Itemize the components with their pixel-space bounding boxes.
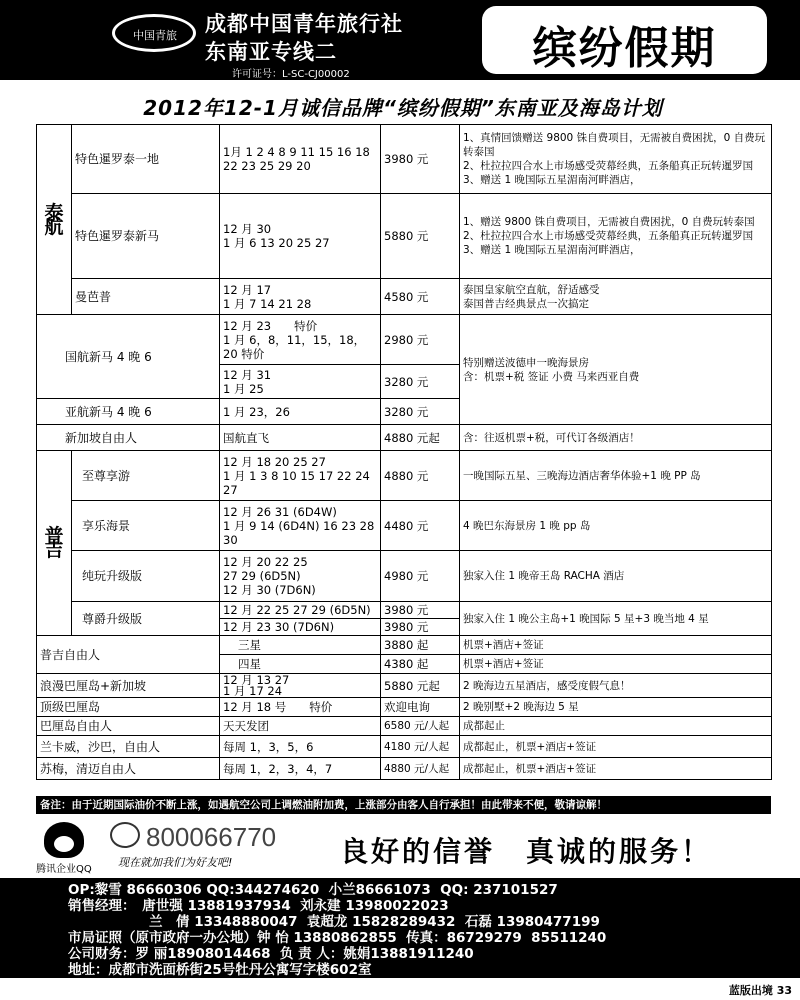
departure-dates: 12 月 30 1 月 6 13 20 25 27 xyxy=(220,194,381,279)
note: 成都起止 xyxy=(460,717,772,736)
table-row xyxy=(37,758,772,780)
contact-footer xyxy=(0,878,800,978)
note: 独家入住 1 晚公主岛+1 晚国际 5 星+3 晚当地 4 星 xyxy=(460,602,772,636)
chat-bubble-icon xyxy=(110,822,140,848)
product-name: 兰卡威，沙巴，自由人 xyxy=(37,736,220,758)
departure-dates: 12 月 23 30 (7D6N) xyxy=(220,619,381,636)
price: 3980 元 xyxy=(381,602,460,619)
price: 5880 元起 xyxy=(381,674,460,698)
line-name: 东南亚专线二 xyxy=(205,40,337,64)
product-name: 纯玩升级版 xyxy=(72,551,220,602)
departure-dates: 1月 1 2 4 8 9 11 15 16 18 22 23 25 29 20 xyxy=(220,125,381,194)
note: 机票+酒店+签证 xyxy=(460,636,772,655)
price: 4580 元 xyxy=(381,279,460,315)
product-name: 浪漫巴厘岛+新加坡 xyxy=(37,674,220,698)
region-thai-airways: 泰航 xyxy=(37,125,72,315)
product-name: 曼芭普 xyxy=(72,279,220,315)
price: 欢迎电询 xyxy=(381,698,460,717)
tour-table xyxy=(36,124,772,780)
remark-banner: 备注：由于近期国际油价不断上涨，如遇航空公司上调燃油附加费，上涨部分由客人自行承担！由此带来不便，敬请谅解！ xyxy=(36,796,771,814)
product-name: 普吉自由人 xyxy=(37,636,220,674)
qq-number[interactable]: 800066770 xyxy=(146,822,277,852)
note: 成都起止，机票+酒店+签证 xyxy=(460,758,772,780)
table-row xyxy=(37,425,772,451)
header-banner xyxy=(0,0,800,80)
departure-dates: 12 月 22 25 27 29 (6D5N) xyxy=(220,602,381,619)
product-name: 特色暹罗泰一地 xyxy=(72,125,220,194)
qq-penguin-icon xyxy=(44,822,84,858)
product-name: 享乐海景 xyxy=(72,501,220,551)
page-footer xyxy=(0,978,800,1000)
table-row xyxy=(37,636,772,655)
product-name: 巴厘岛自由人 xyxy=(37,717,220,736)
table-row xyxy=(37,551,772,602)
page-title: 2012年12-1月诚信品牌“缤纷假期”东南亚及海岛计划 xyxy=(143,96,663,120)
product-name: 苏梅，清迈自由人 xyxy=(37,758,220,780)
departure-dates: 12 月 17 1 月 7 14 21 28 xyxy=(220,279,381,315)
region-phuket: 普吉 xyxy=(37,451,72,636)
brand-name: 缤纷假期 xyxy=(532,23,717,74)
product-name: 至尊享游 xyxy=(72,451,220,501)
note: 1、赠送 9800 铢自费项目，无需被自费困扰，0 自费玩转泰国 2、杜拉拉四合水上市场感受荧幕经典，五条船真正玩转暹罗国 3、赠送 1 晚国际五星湄南河畔酒店， xyxy=(460,194,772,279)
sales-managers: 销售经理： 唐世强 13881937934 刘永建 13980022023 xyxy=(68,898,449,914)
price: 3980 元 xyxy=(381,125,460,194)
finance-contact: 公司财务：罗 丽18908014468 负 责 人：姚娟13881911240 xyxy=(68,946,474,962)
price: 3280 元 xyxy=(381,365,460,399)
price: 2980 元 xyxy=(381,315,460,365)
table-row xyxy=(37,125,772,194)
qq-contact xyxy=(36,820,336,875)
table-row xyxy=(37,279,772,315)
departure-dates: 12 月 18 20 25 27 1 月 1 3 8 10 15 17 22 24 27 xyxy=(220,451,381,501)
table-row xyxy=(37,315,772,365)
product-name: 国航新马 4 晚 6 xyxy=(37,315,220,399)
note: 4 晚巴东海景房 1 晚 pp 岛 xyxy=(460,501,772,551)
table-row xyxy=(37,602,772,619)
price: 4880 元起 xyxy=(381,425,460,451)
price: 4480 元 xyxy=(381,501,460,551)
brand-box xyxy=(482,6,767,74)
page-label: 蓝版出境 33 xyxy=(728,984,792,997)
price: 3880 起 xyxy=(381,636,460,655)
note: 特别赠送波德申一晚海景房 含：机票+税 签证 小费 马来西亚自费 xyxy=(460,315,772,425)
note: 机票+酒店+签证 xyxy=(460,655,772,674)
hotel-grade: 四星 xyxy=(220,655,381,674)
table-row xyxy=(37,717,772,736)
departure-dates: 12 月 31 1 月 25 xyxy=(220,365,381,399)
departure-dates: 每周 1，2，3，4，7 xyxy=(220,758,381,780)
price: 4180 元/人起 xyxy=(381,736,460,758)
cyts-logo-icon xyxy=(112,14,196,52)
note: 一晚国际五星、三晚海边酒店奢华体验+1 晚 PP 岛 xyxy=(460,451,772,501)
table-row xyxy=(37,501,772,551)
departure-dates: 12 月 26 31 (6D4W) 1 月 9 14 (6D4N) 16 23 28 30 xyxy=(220,501,381,551)
hotel-grade: 三星 xyxy=(220,636,381,655)
agency-name: 成都中国青年旅行社 xyxy=(205,12,403,36)
price: 6580 元/人起 xyxy=(381,717,460,736)
table-row xyxy=(37,674,772,698)
price: 4880 元 xyxy=(381,451,460,501)
price: 5880 元 xyxy=(381,194,460,279)
note: 成都起止，机票+酒店+签证 xyxy=(460,736,772,758)
note: 泰国皇家航空直航，舒适感受 泰国普吉经典景点一次搞定 xyxy=(460,279,772,315)
price: 4380 起 xyxy=(381,655,460,674)
product-name: 尊爵升级版 xyxy=(72,602,220,636)
note: 1、真情回馈赠送 9800 铢自费项目，无需被自费困扰，0 自费玩转泰国 2、杜拉拉四合水上市场感受荧幕经典，五条船真正玩转暹罗国 3、赠送 1 晚国际五星湄南河畔酒店， xyxy=(460,125,772,194)
qq-invite: 现在就加我们为好友吧! xyxy=(118,856,233,869)
license-number: 许可证号：L-SC-CJ00002 xyxy=(232,69,350,80)
product-name: 顶级巴厘岛 xyxy=(37,698,220,717)
departure-dates: 12 月 20 22 25 27 29 (6D5N) 12 月 30 (7D6N) xyxy=(220,551,381,602)
departure-dates: 每周 1，3，5，6 xyxy=(220,736,381,758)
op-contacts: OP:黎雪 86660306 QQ:344274620 小兰86661073 QQ: 237101527 xyxy=(68,882,558,898)
departure-dates: 12 月 13 27 1 月 17 24 xyxy=(220,674,381,698)
price: 4880 元/人起 xyxy=(381,758,460,780)
note: 2 晚别墅+2 晚海边 5 星 xyxy=(460,698,772,717)
note: 含：往返机票+税，可代订各级酒店！ xyxy=(460,425,772,451)
note: 独家入住 1 晚帝王岛 RACHA 酒店 xyxy=(460,551,772,602)
table-row xyxy=(37,451,772,501)
table-row xyxy=(37,698,772,717)
product-name: 新加坡自由人 xyxy=(37,425,220,451)
price: 3280 元 xyxy=(381,399,460,425)
note: 2 晚海边五星酒店，感受度假气息！ xyxy=(460,674,772,698)
sales-managers-2: 兰 倩 13348880047 袁超龙 15828289432 石磊 13980477199 xyxy=(68,914,600,930)
slogan: 良好的信誉 真诚的服务！ xyxy=(340,835,713,868)
departure-dates: 国航直飞 xyxy=(220,425,381,451)
departure-dates: 1 月 23，26 xyxy=(220,399,381,425)
departure-dates: 天天发团 xyxy=(220,717,381,736)
product-name: 特色暹罗泰新马 xyxy=(72,194,220,279)
qq-label: 腾讯企业QQ xyxy=(36,864,92,875)
price: 4980 元 xyxy=(381,551,460,602)
product-name: 亚航新马 4 晚 6 xyxy=(37,399,220,425)
departure-dates: 12 月 18 号 特价 xyxy=(220,698,381,717)
departure-dates: 12 月 23 特价 1 月 6，8，11，15，18，20 特价 xyxy=(220,315,381,365)
table-row xyxy=(37,736,772,758)
office-contact: 市局证照（原市政府一办公地）钟 怡 13880862855 传真：86729279 85511240 xyxy=(68,930,607,946)
logo-text: 中国青旅 xyxy=(133,29,177,42)
table-row xyxy=(37,194,772,279)
address: 地址：成都市洗面桥街25号牡丹公寓写字楼602室 xyxy=(68,962,372,978)
price: 3980 元 xyxy=(381,619,460,636)
